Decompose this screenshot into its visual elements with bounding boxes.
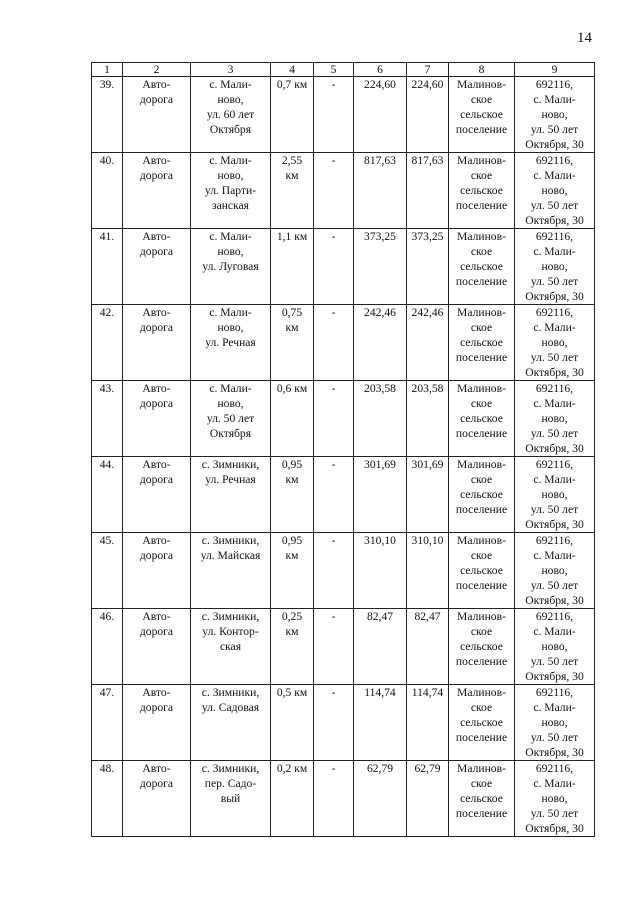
- owner-name: Малинов- ское сельское поселение: [449, 229, 515, 305]
- object-length: 0,6 км: [271, 381, 314, 457]
- object-location: с. Мали- ново, ул. Речная: [191, 305, 271, 381]
- column-header: 5: [314, 63, 354, 77]
- owner-name: Малинов- ское сельское поселение: [449, 533, 515, 609]
- table-row: [92, 761, 595, 837]
- column-7-value: 301,69: [407, 457, 449, 533]
- row-number: 42.: [92, 305, 123, 381]
- owner-address: 692116, с. Мали- ново, ул. 50 лет Октября, 30: [515, 229, 595, 305]
- column-5-value: -: [314, 229, 354, 305]
- owner-name: Малинов- ское сельское поселение: [449, 457, 515, 533]
- column-6-value: 242,46: [354, 305, 407, 381]
- column-7-value: 310,10: [407, 533, 449, 609]
- column-5-value: -: [314, 305, 354, 381]
- column-header: 2: [123, 63, 191, 77]
- row-number: 39.: [92, 77, 123, 153]
- table-row: [92, 381, 595, 457]
- owner-address: 692116, с. Мали- ново, ул. 50 лет Октября, 30: [515, 77, 595, 153]
- column-header: 1: [92, 63, 123, 77]
- column-7-value: 817,63: [407, 153, 449, 229]
- object-type: Авто- дорога: [123, 305, 191, 381]
- owner-address: 692116, с. Мали- ново, ул. 50 лет Октября, 30: [515, 153, 595, 229]
- column-6-value: 203,58: [354, 381, 407, 457]
- owner-name: Малинов- ское сельское поселение: [449, 609, 515, 685]
- column-6-value: 310,10: [354, 533, 407, 609]
- column-7-value: 242,46: [407, 305, 449, 381]
- table-row: [92, 305, 595, 381]
- object-location: с. Мали- ново, ул. 60 лет Октября: [191, 77, 271, 153]
- owner-name: Малинов- ское сельское поселение: [449, 381, 515, 457]
- owner-name: Малинов- ское сельское поселение: [449, 153, 515, 229]
- table-row: [92, 229, 595, 305]
- column-5-value: -: [314, 381, 354, 457]
- owner-name: Малинов- ское сельское поселение: [449, 761, 515, 837]
- object-length: 0,5 км: [271, 685, 314, 761]
- owner-address: 692116, с. Мали- ново, ул. 50 лет Октября, 30: [515, 533, 595, 609]
- column-5-value: -: [314, 77, 354, 153]
- object-type: Авто- дорога: [123, 533, 191, 609]
- column-header: 6: [354, 63, 407, 77]
- column-5-value: -: [314, 153, 354, 229]
- object-length: 0,95 км: [271, 457, 314, 533]
- column-5-value: -: [314, 685, 354, 761]
- object-location: с. Мали- ново, ул. Луговая: [191, 229, 271, 305]
- table-row: [92, 685, 595, 761]
- column-6-value: 82,47: [354, 609, 407, 685]
- table-row: [92, 153, 595, 229]
- table-row: [92, 457, 595, 533]
- row-number: 43.: [92, 381, 123, 457]
- column-7-value: 224,60: [407, 77, 449, 153]
- object-type: Авто- дорога: [123, 685, 191, 761]
- object-location: с. Зимники, ул. Садовая: [191, 685, 271, 761]
- table-row: [92, 77, 595, 153]
- column-6-value: 224,60: [354, 77, 407, 153]
- row-number: 48.: [92, 761, 123, 837]
- object-length: 0,95 км: [271, 533, 314, 609]
- row-number: 46.: [92, 609, 123, 685]
- column-7-value: 203,58: [407, 381, 449, 457]
- row-number: 40.: [92, 153, 123, 229]
- object-type: Авто- дорога: [123, 761, 191, 837]
- object-location: с. Зимники, ул. Майская: [191, 533, 271, 609]
- object-length: 1,1 км: [271, 229, 314, 305]
- owner-address: 692116, с. Мали- ново, ул. 50 лет Октября, 30: [515, 685, 595, 761]
- object-type: Авто- дорога: [123, 381, 191, 457]
- owner-name: Малинов- ское сельское поселение: [449, 305, 515, 381]
- object-type: Авто- дорога: [123, 229, 191, 305]
- column-6-value: 62,79: [354, 761, 407, 837]
- column-6-value: 817,63: [354, 153, 407, 229]
- column-7-value: 62,79: [407, 761, 449, 837]
- object-location: с. Зимники, пер. Садо- вый: [191, 761, 271, 837]
- column-header: 7: [407, 63, 449, 77]
- object-length: 0,25 км: [271, 609, 314, 685]
- column-header: 9: [515, 63, 595, 77]
- page-number: 14: [577, 30, 592, 46]
- table-row: [92, 533, 595, 609]
- owner-name: Малинов- ское сельское поселение: [449, 685, 515, 761]
- object-type: Авто- дорога: [123, 609, 191, 685]
- column-5-value: -: [314, 533, 354, 609]
- column-6-value: 373,25: [354, 229, 407, 305]
- object-length: 0,2 км: [271, 761, 314, 837]
- column-5-value: -: [314, 609, 354, 685]
- column-header: 4: [271, 63, 314, 77]
- object-location: с. Мали- ново, ул. 50 лет Октября: [191, 381, 271, 457]
- column-header: 8: [449, 63, 515, 77]
- owner-address: 692116, с. Мали- ново, ул. 50 лет Октября, 30: [515, 609, 595, 685]
- object-length: 2,55 км: [271, 153, 314, 229]
- column-header: 3: [191, 63, 271, 77]
- row-number: 45.: [92, 533, 123, 609]
- table-header-row: [92, 63, 595, 77]
- object-length: 0,7 км: [271, 77, 314, 153]
- row-number: 44.: [92, 457, 123, 533]
- column-5-value: -: [314, 761, 354, 837]
- object-type: Авто- дорога: [123, 153, 191, 229]
- owner-address: 692116, с. Мали- ново, ул. 50 лет Октября, 30: [515, 457, 595, 533]
- owner-address: 692116, с. Мали- ново, ул. 50 лет Октября, 30: [515, 305, 595, 381]
- column-6-value: 301,69: [354, 457, 407, 533]
- owner-name: Малинов- ское сельское поселение: [449, 77, 515, 153]
- table-row: [92, 609, 595, 685]
- column-5-value: -: [314, 457, 354, 533]
- object-type: Авто- дорога: [123, 77, 191, 153]
- object-location: с. Зимники, ул. Контор- ская: [191, 609, 271, 685]
- object-type: Авто- дорога: [123, 457, 191, 533]
- object-location: с. Зимники, ул. Речная: [191, 457, 271, 533]
- object-length: 0,75 км: [271, 305, 314, 381]
- column-7-value: 82,47: [407, 609, 449, 685]
- row-number: 47.: [92, 685, 123, 761]
- row-number: 41.: [92, 229, 123, 305]
- column-6-value: 114,74: [354, 685, 407, 761]
- registry-table: [91, 62, 595, 837]
- column-7-value: 114,74: [407, 685, 449, 761]
- object-location: с. Мали- ново, ул. Парти- занская: [191, 153, 271, 229]
- column-7-value: 373,25: [407, 229, 449, 305]
- owner-address: 692116, с. Мали- ново, ул. 50 лет Октября, 30: [515, 381, 595, 457]
- owner-address: 692116, с. Мали- ново, ул. 50 лет Октября, 30: [515, 761, 595, 837]
